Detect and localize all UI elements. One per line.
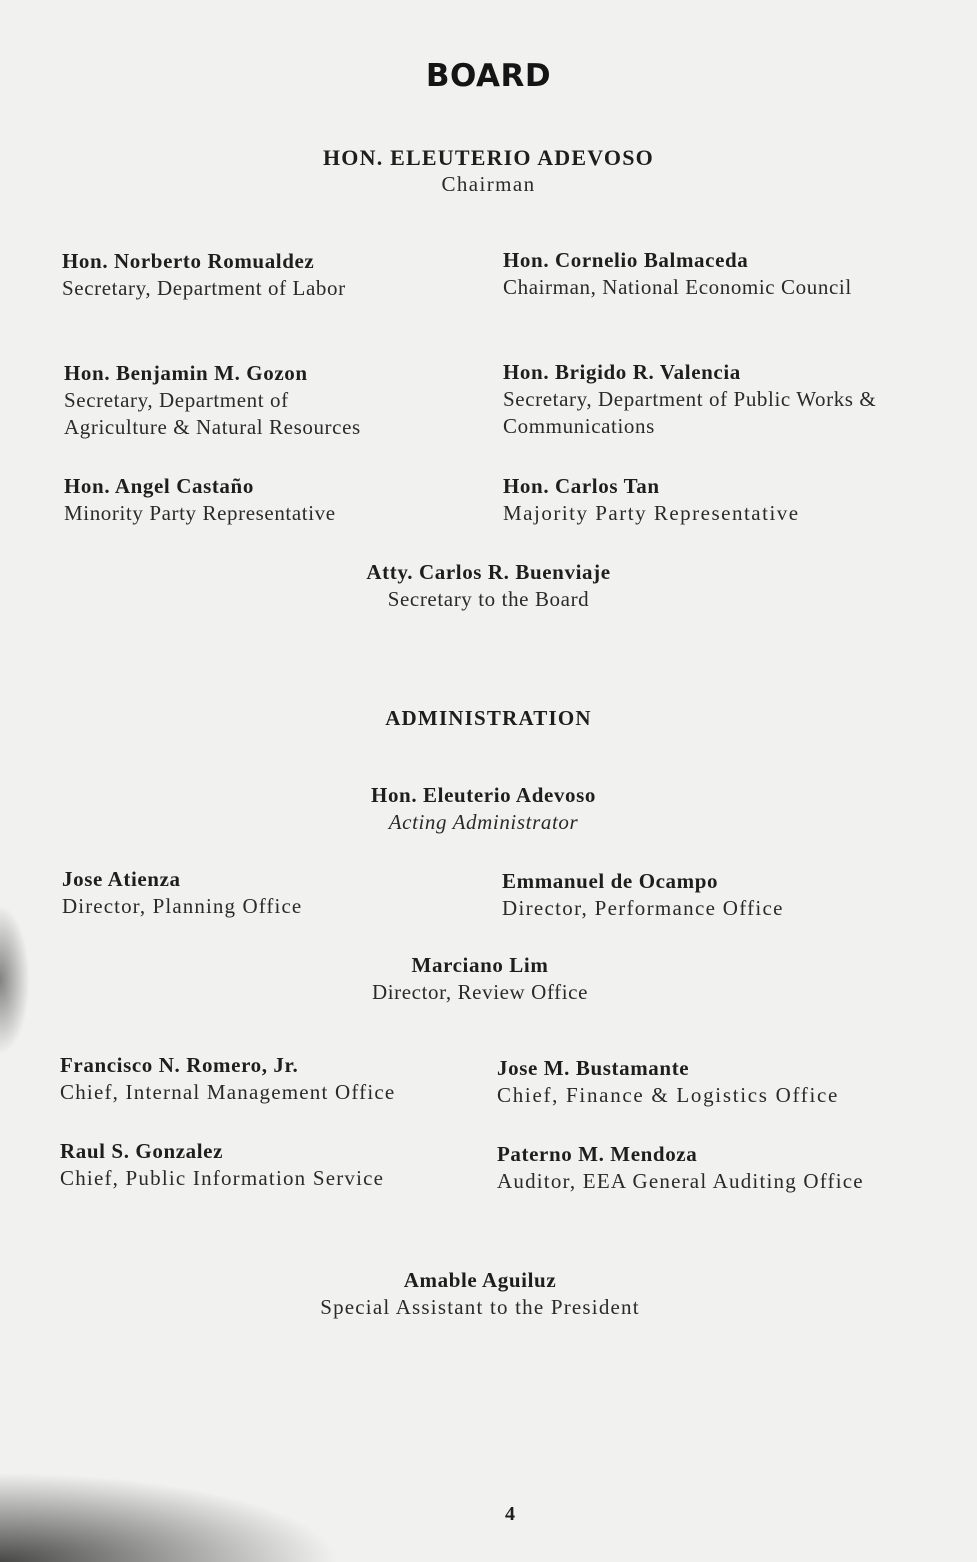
person-title: Chief, Internal Management Office [60, 1080, 396, 1104]
board-member [503, 247, 883, 301]
board-member [64, 360, 484, 441]
person-name: Raul S. Gonzalez [60, 1139, 224, 1163]
special-assistant [0, 1267, 960, 1321]
person-name: Jose M. Bustamante [497, 1056, 690, 1080]
person-title: Secretary to the Board [387, 587, 590, 611]
person-title: Secretary, Department of Labor [62, 276, 346, 300]
person-name: Jose Atienza [62, 867, 181, 891]
person-name: Hon. Brigido R. Valencia [503, 360, 741, 384]
person-title: Chairman, National Economic Council [503, 275, 852, 299]
person-name: Paterno M. Mendoza [497, 1142, 698, 1166]
person-title: Director, Performance Office [502, 896, 784, 920]
board-member [503, 473, 923, 527]
review-director [0, 952, 960, 1006]
board-member [503, 359, 913, 440]
chief [60, 1052, 490, 1106]
person-name: Marciano Lim [411, 953, 549, 977]
person-title: Majority Party Representative [503, 501, 800, 525]
person-title: Minority Party Representative [64, 501, 336, 525]
person-title: Chairman [441, 172, 536, 196]
person-title: Director, Review Office [371, 980, 589, 1004]
person-name: Emmanuel de Ocampo [502, 869, 719, 893]
board-secretary [0, 559, 977, 613]
chief [497, 1055, 937, 1109]
person-name: Hon. Benjamin M. Gozon [64, 361, 308, 385]
board-chairman [0, 144, 977, 198]
person-title: Chief, Finance & Logistics Office [497, 1083, 840, 1107]
person-name: Hon. Norberto Romualdez [62, 249, 315, 273]
person-name: Hon. Eleuterio Adevoso [371, 783, 596, 807]
person-title: Secretary, Department of Public Works & Communications [503, 387, 877, 438]
person-title: Chief, Public Information Service [60, 1166, 385, 1190]
person-name: Hon. Cornelio Balmaceda [503, 248, 749, 272]
director [502, 868, 922, 922]
board-member [62, 248, 482, 302]
person-title: Auditor, EEA General Auditing Office [497, 1169, 864, 1193]
chief [497, 1141, 897, 1195]
person-name: Francisco N. Romero, Jr. [60, 1053, 299, 1077]
person-title: Secretary, Department of Agriculture & Natural Resources [64, 388, 361, 439]
person-title: Director, Planning Office [62, 894, 303, 918]
person-name: Hon. Carlos Tan [503, 474, 660, 498]
person-name: Atty. Carlos R. Buenviaje [366, 560, 611, 584]
person-name: HON. ELEUTERIO ADEVOSO [323, 145, 654, 170]
administration-heading: ADMINISTRATION [385, 706, 592, 730]
person-title: Special Assistant to the President [320, 1295, 640, 1319]
board-member [64, 473, 484, 527]
page-number: 4 [505, 1503, 515, 1525]
acting-administrator [0, 782, 967, 836]
person-title: Acting Administrator [388, 810, 579, 834]
board-heading: BOARD [425, 58, 552, 94]
person-name: Amable Aguiluz [403, 1268, 557, 1292]
person-name: Hon. Angel Castaño [64, 474, 254, 498]
chief [60, 1138, 490, 1192]
director [62, 866, 482, 920]
